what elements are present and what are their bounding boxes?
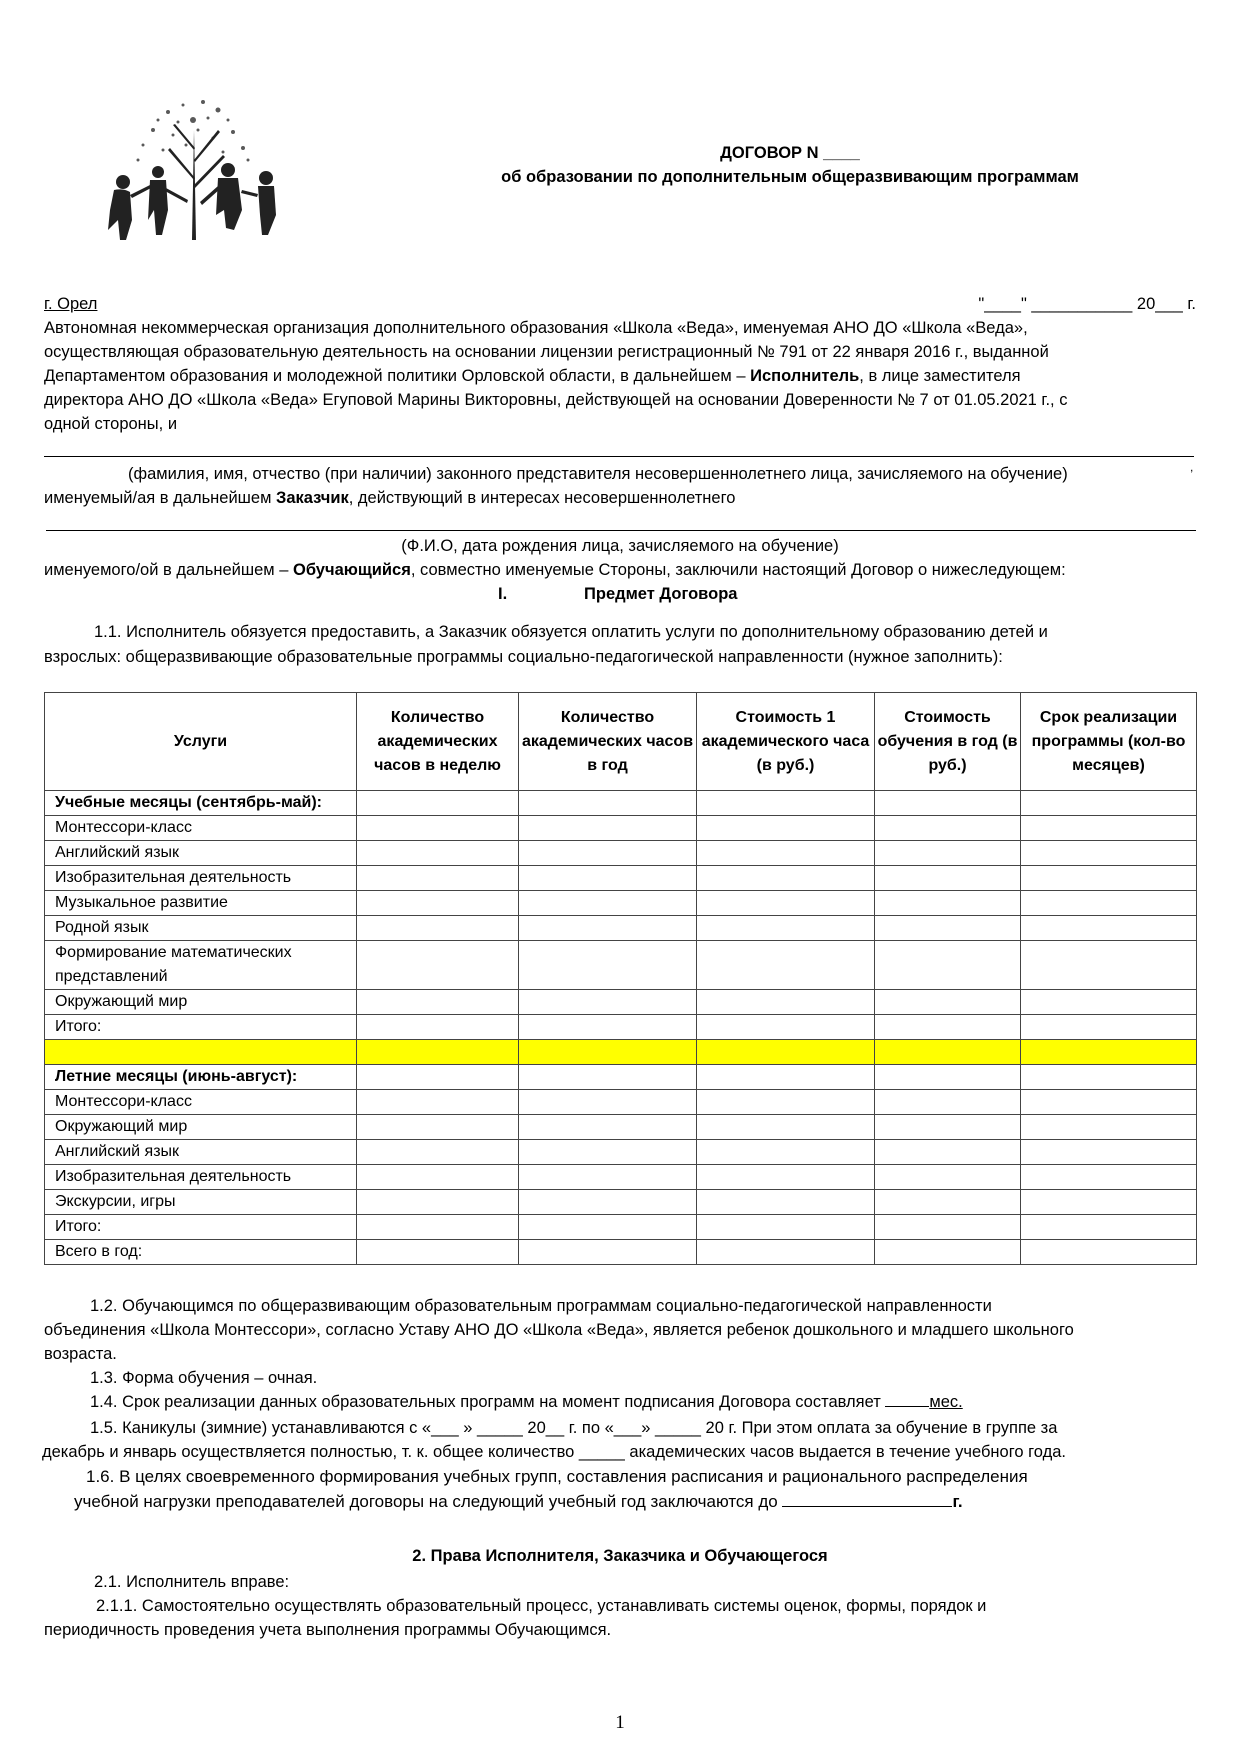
hours-per-week-cell[interactable]	[357, 1215, 519, 1240]
city: г. Орел	[44, 295, 98, 313]
cost-per-year-cell[interactable]	[875, 916, 1021, 941]
highlighted-separator-row	[45, 1040, 1197, 1065]
cost-per-hour-cell[interactable]	[697, 841, 875, 866]
intro-line-2: осуществляющая образовательную деятельность на основании лицензии регистрационный № 791 от 22 января 2016 г., выданной	[44, 343, 1049, 361]
header-program-duration: Срок реализации программы (кол-во месяцев)	[1021, 693, 1197, 791]
intro-line-3	[44, 364, 1196, 388]
service-name-cell: Изобразительная деятельность	[45, 866, 357, 891]
cost-per-hour-cell[interactable]	[697, 1240, 875, 1265]
service-name-cell: Формирование математических представлений	[45, 941, 357, 990]
executor-term: Исполнитель	[750, 367, 860, 385]
service-name-cell: Монтессори-класс	[45, 1090, 357, 1115]
hours-per-week-cell[interactable]	[357, 941, 519, 990]
service-name-cell: Монтессори-класс	[45, 816, 357, 841]
intro-line-5: одной стороны, и	[44, 415, 178, 433]
duration-cell[interactable]	[1021, 866, 1197, 891]
header-cost-per-year: Стоимость обучения в год (в руб.)	[875, 693, 1021, 791]
table-row	[45, 990, 1197, 1015]
cost-per-hour-cell[interactable]	[697, 916, 875, 941]
cost-per-year-cell[interactable]	[875, 1040, 1021, 1065]
cost-per-year-cell[interactable]	[875, 1215, 1021, 1240]
section-1-number: I.	[498, 585, 508, 603]
table-row	[45, 1190, 1197, 1215]
hours-per-year-cell[interactable]	[519, 1190, 697, 1215]
duration-cell[interactable]	[1021, 816, 1197, 841]
clause-2-1-1-line-1: 2.1.1. Самостоятельно осуществлять образовательный процесс, устанавливать системы оценок, формы, порядок и	[96, 1597, 987, 1615]
table-row	[45, 841, 1197, 866]
service-name-cell: Учебные месяцы (сентябрь-май):	[45, 791, 357, 816]
header-services: Услуги	[45, 693, 357, 791]
student-tail: , совместно именуемые Стороны, заключили настоящий Договор о нижеследующем:	[410, 561, 1066, 579]
student-text: именуемого/ой в дальнейшем –	[44, 561, 293, 579]
intro-line-4: директора АНО ДО «Школа «Веда» Егуповой Марины Викторовны, действующей на основании Доверенности № 7 от 01.05.2021 г., с	[44, 391, 1068, 409]
service-name-cell: Экскурсии, игры	[45, 1190, 357, 1215]
cost-per-hour-cell[interactable]	[697, 1040, 875, 1065]
cost-per-hour-cell[interactable]	[697, 990, 875, 1015]
clause-1-2-line-2: объединения «Школа Монтессори», согласно Уставу АНО ДО «Школа «Веда», является ребенок дошкольного и младшего школьного	[44, 1321, 1074, 1339]
hours-per-week-cell[interactable]	[357, 866, 519, 891]
intro-line-3-text: Департаментом образования и молодежной политики Орловской области, в дальнейшем –	[44, 367, 751, 385]
duration-cell[interactable]	[1021, 1065, 1197, 1090]
table-row	[45, 1115, 1197, 1140]
duration-cell[interactable]	[1021, 791, 1197, 816]
duration-cell[interactable]	[1021, 1190, 1197, 1215]
table-row	[45, 1090, 1197, 1115]
cost-per-year-cell[interactable]	[875, 866, 1021, 891]
duration-cell[interactable]	[1021, 916, 1197, 941]
cost-per-hour-cell[interactable]	[697, 791, 875, 816]
duration-cell[interactable]	[1021, 1240, 1197, 1265]
clause-1-5-line-2: декабрь и январь осуществляется полностью, т. к. общее количество _____ академических часов выдается в течение учебного года.	[42, 1443, 1066, 1461]
document-title: ДОГОВОР N ____	[720, 144, 860, 162]
clause-1-6-line-1: 1.6. В целях своевременного формирования учебных групп, составления расписания и рационального распределения	[86, 1467, 1028, 1486]
cost-per-hour-cell[interactable]	[697, 941, 875, 990]
student-name-field[interactable]	[46, 530, 1196, 531]
table-header-row	[45, 693, 1197, 791]
student-caption: (Ф.И.О, дата рождения лица, зачисляемого на обучение)	[401, 537, 839, 555]
page-number: 1	[615, 1712, 625, 1733]
date-field[interactable]: "____" ___________ 20___ г.	[978, 295, 1196, 313]
table-row	[45, 1215, 1197, 1240]
table-row	[45, 1065, 1197, 1090]
cost-per-hour-cell[interactable]	[697, 1215, 875, 1240]
hours-per-year-cell[interactable]	[519, 1015, 697, 1040]
clause-1-6-line-2	[74, 1490, 1226, 1514]
service-name-cell	[45, 1040, 357, 1065]
months-field[interactable]	[885, 1390, 929, 1407]
service-name-cell: Итого:	[45, 1215, 357, 1240]
duration-cell[interactable]	[1021, 1140, 1197, 1165]
cost-per-year-cell[interactable]	[875, 990, 1021, 1015]
student-line	[44, 558, 1196, 582]
hours-per-week-cell[interactable]	[357, 1140, 519, 1165]
hours-per-week-cell[interactable]	[357, 816, 519, 841]
clause-1-1-line-1: 1.1. Исполнитель обязуется предоставить, а Заказчик обязуется оплатить услуги по дополнительному образованию детей и	[94, 623, 1048, 641]
duration-cell[interactable]	[1021, 1040, 1197, 1065]
service-name-cell: Родной язык	[45, 916, 357, 941]
header-hours-per-week: Количество академических часов в неделю	[357, 693, 519, 791]
cost-per-year-cell[interactable]	[875, 1115, 1021, 1140]
cost-per-hour-cell[interactable]	[697, 891, 875, 916]
clause-1-5-line-1: 1.5. Каникулы (зимние) устанавливаются с «___ » _____ 20__ г. по «___» _____ 20 г. При этом оплата за обучение в группе за	[90, 1419, 1058, 1437]
service-name-cell: Всего в год:	[45, 1240, 357, 1265]
hours-per-year-cell[interactable]	[519, 1090, 697, 1115]
hours-per-week-cell[interactable]	[357, 916, 519, 941]
hours-per-year-cell[interactable]	[519, 816, 697, 841]
cost-per-year-cell[interactable]	[875, 1065, 1021, 1090]
header-hours-per-year: Количество академических часов в год	[519, 693, 697, 791]
cost-per-hour-cell[interactable]	[697, 1165, 875, 1190]
intro-line-1: Автономная некоммерческая организация дополнительного образования «Школа «Веда», именуемая АНО ДО «Школа «Веда»,	[44, 319, 1028, 337]
hours-per-week-cell[interactable]	[357, 990, 519, 1015]
contract-deadline-field[interactable]	[782, 1490, 952, 1507]
representative-caption: (фамилия, имя, отчество (при наличии) законного представителя несовершеннолетнего лица, зачисляемого на обучение)	[128, 465, 1068, 483]
hours-per-week-cell[interactable]	[357, 1115, 519, 1140]
service-name-cell: Летние месяцы (июнь-август):	[45, 1065, 357, 1090]
clause-2-1-1-line-2: периодичность проведения учета выполнения программы Обучающимся.	[44, 1621, 612, 1639]
hours-per-week-cell[interactable]	[357, 891, 519, 916]
service-name-cell: Музыкальное развитие	[45, 891, 357, 916]
table-row	[45, 891, 1197, 916]
cost-per-hour-cell[interactable]	[697, 1140, 875, 1165]
student-term: Обучающийся	[293, 561, 411, 579]
cost-per-hour-cell[interactable]	[697, 1115, 875, 1140]
table-row	[45, 866, 1197, 891]
clause-1-2-line-3: возраста.	[44, 1345, 117, 1363]
service-name-cell: Английский язык	[45, 841, 357, 866]
hours-per-week-cell[interactable]	[357, 1090, 519, 1115]
table-row	[45, 816, 1197, 841]
cost-per-year-cell[interactable]	[875, 891, 1021, 916]
hours-per-year-cell[interactable]	[519, 916, 697, 941]
hours-per-week-cell[interactable]	[357, 1165, 519, 1190]
cost-per-year-cell[interactable]	[875, 1015, 1021, 1040]
hours-per-year-cell[interactable]	[519, 990, 697, 1015]
cost-per-hour-cell[interactable]	[697, 1090, 875, 1115]
clause-1-2-line-1: 1.2. Обучающимся по общеразвивающим образовательным программам социально-педагогической направленности	[90, 1297, 992, 1315]
service-name-cell: Изобразительная деятельность	[45, 1165, 357, 1190]
duration-cell[interactable]	[1021, 1015, 1197, 1040]
hours-per-year-cell[interactable]	[519, 1140, 697, 1165]
header-cost-per-hour: Стоимость 1 академического часа (в руб.)	[697, 693, 875, 791]
duration-cell[interactable]	[1021, 1090, 1197, 1115]
service-name-cell: Английский язык	[45, 1140, 357, 1165]
service-name-cell: Итого:	[45, 1015, 357, 1040]
duration-cell[interactable]	[1021, 1215, 1197, 1240]
service-name-cell: Окружающий мир	[45, 1115, 357, 1140]
section-1-title: Предмет Договора	[584, 585, 738, 603]
cost-per-year-cell[interactable]	[875, 1090, 1021, 1115]
intro-line-3-tail: , в лице заместителя	[859, 367, 1021, 385]
cost-per-year-cell[interactable]	[875, 791, 1021, 816]
services-table	[44, 692, 1197, 1265]
hours-per-week-cell[interactable]	[357, 791, 519, 816]
cost-per-year-cell[interactable]	[875, 1240, 1021, 1265]
document-subtitle: об образовании по дополнительным общеразвивающим программам	[501, 168, 1079, 186]
table-row	[45, 1140, 1197, 1165]
hours-per-year-cell[interactable]	[519, 1065, 697, 1090]
year-suffix: г.	[952, 1492, 963, 1511]
cost-per-year-cell[interactable]	[875, 841, 1021, 866]
clause-1-6-text: учебной нагрузки преподавателей договоры на следующий учебный год заключаются до	[74, 1492, 783, 1511]
hours-per-week-cell[interactable]	[357, 1065, 519, 1090]
duration-cell[interactable]	[1021, 891, 1197, 916]
customer-line	[44, 486, 1196, 510]
cost-per-year-cell[interactable]	[875, 1190, 1021, 1215]
table-row	[45, 1165, 1197, 1190]
duration-cell[interactable]	[1021, 841, 1197, 866]
duration-cell[interactable]	[1021, 990, 1197, 1015]
clause-1-4	[90, 1390, 1240, 1414]
table-row	[45, 941, 1197, 990]
hours-per-year-cell[interactable]	[519, 841, 697, 866]
table-body	[45, 791, 1197, 1265]
clause-1-1-line-2: взрослых: общеразвивающие образовательные программы социально-педагогической направленности (нужное заполнить):	[44, 648, 1003, 666]
cost-per-year-cell[interactable]	[875, 1140, 1021, 1165]
hours-per-week-cell[interactable]	[357, 841, 519, 866]
cost-per-year-cell[interactable]	[875, 816, 1021, 841]
cost-per-hour-cell[interactable]	[697, 1015, 875, 1040]
hours-per-year-cell[interactable]	[519, 791, 697, 816]
hours-per-year-cell[interactable]	[519, 1215, 697, 1240]
duration-cell[interactable]	[1021, 1115, 1197, 1140]
hours-per-week-cell[interactable]	[357, 1015, 519, 1040]
customer-tail: , действующий в интересах несовершеннолетнего	[348, 489, 736, 507]
cost-per-year-cell[interactable]	[875, 1165, 1021, 1190]
representative-name-field[interactable]	[44, 456, 1194, 457]
table-row	[45, 1015, 1197, 1040]
table-row	[45, 916, 1197, 941]
hours-per-year-cell[interactable]	[519, 1040, 697, 1065]
customer-text: именуемый/ая в дальнейшем	[44, 489, 277, 507]
section-2-title: 2. Права Исполнителя, Заказчика и Обучающегося	[412, 1547, 828, 1565]
hours-per-year-cell[interactable]	[519, 1240, 697, 1265]
hours-per-year-cell[interactable]	[519, 866, 697, 891]
hours-per-week-cell[interactable]	[357, 1190, 519, 1215]
cost-per-hour-cell[interactable]	[697, 1190, 875, 1215]
hours-per-week-cell[interactable]	[357, 1240, 519, 1265]
table-row	[45, 1240, 1197, 1265]
service-name-cell: Окружающий мир	[45, 990, 357, 1015]
cost-per-hour-cell[interactable]	[697, 816, 875, 841]
duration-cell[interactable]	[1021, 1165, 1197, 1190]
school-logo-icon	[98, 90, 288, 250]
cost-per-hour-cell[interactable]	[697, 866, 875, 891]
duration-cell[interactable]	[1021, 941, 1197, 990]
clause-1-4-text: 1.4. Срок реализации данных образовательных программ на момент подписания Договора составляет	[90, 1393, 886, 1411]
hours-per-week-cell[interactable]	[357, 1040, 519, 1065]
hours-per-year-cell[interactable]	[519, 1115, 697, 1140]
customer-term: Заказчик	[276, 489, 349, 507]
comma-mark: ,	[1190, 460, 1194, 474]
table-row	[45, 791, 1197, 816]
cost-per-year-cell[interactable]	[875, 941, 1021, 990]
cost-per-hour-cell[interactable]	[697, 1065, 875, 1090]
months-unit: мес.	[929, 1393, 963, 1411]
hours-per-year-cell[interactable]	[519, 941, 697, 990]
hours-per-year-cell[interactable]	[519, 891, 697, 916]
clause-1-3: 1.3. Форма обучения – очная.	[90, 1369, 318, 1387]
hours-per-year-cell[interactable]	[519, 1165, 697, 1190]
clause-2-1: 2.1. Исполнитель вправе:	[94, 1573, 290, 1591]
